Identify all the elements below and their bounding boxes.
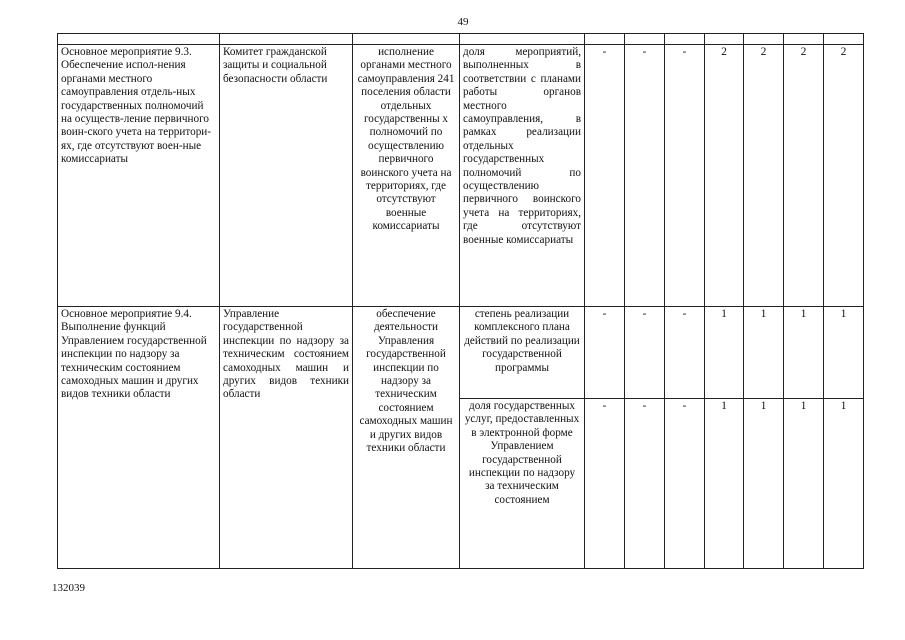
value-cell: - bbox=[625, 45, 665, 307]
value-cell: - bbox=[625, 307, 665, 399]
value-cell: 1 bbox=[744, 307, 784, 399]
value-cell: - bbox=[665, 399, 705, 569]
page-number: 49 bbox=[457, 16, 469, 28]
value-cell: - bbox=[585, 45, 625, 307]
header-cell bbox=[625, 34, 665, 45]
result-cell: обеспечение деятельности Управления государственной инспекции по надзору за техническим состоянием самоходных машин и других видов техники области bbox=[353, 307, 460, 569]
value-cell: - bbox=[585, 307, 625, 399]
document-code: 132039 bbox=[52, 582, 85, 594]
value-cell: 1 bbox=[824, 399, 864, 569]
header-cell bbox=[585, 34, 625, 45]
value-cell: 1 bbox=[744, 399, 784, 569]
value-cell: 1 bbox=[705, 307, 744, 399]
header-cell bbox=[460, 34, 585, 45]
value-cell: 1 bbox=[705, 399, 744, 569]
result-cell: исполнение органами местного самоуправления 241 поселения области отдельных государственны х полномочий по осуществлению первичного воинского учета на территориях, где отсутствуют военные комиссариаты bbox=[353, 45, 460, 307]
executor-cell: Управление государственной инспекции по надзору за техническим состоянием самоходных машин и других видов техники области bbox=[220, 307, 353, 569]
value-cell: 1 bbox=[784, 307, 824, 399]
indicator-cell: доля мероприятий, выполненных в соответствии с планами работы органов местного самоуправления, в рамках реализации отдельных государственных полномочий по осуществлению первичного воинского учета на территориях, где отсутствуют военные комиссариаты bbox=[460, 45, 585, 307]
table-header-row bbox=[58, 34, 864, 45]
indicator-cell: доля государственных услуг, предоставленных в электронной форме Управлением государственной инспекции по надзору за техническим состоянием bbox=[460, 399, 585, 569]
header-cell bbox=[353, 34, 460, 45]
value-cell: 1 bbox=[784, 399, 824, 569]
indicator-cell: степень реализации комплексного плана действий по реализации государственной программы bbox=[460, 307, 585, 399]
value-cell: - bbox=[625, 399, 665, 569]
activity-cell: Основное мероприятие 9.3. Обеспечение испол-нения органами местного самоуправления отдель-ных государственных полномочий на осуществ-ление первичного воин-ского учета на территори-ях, где отсутствуют воен-ные комиссариаты bbox=[58, 45, 220, 307]
value-cell: 2 bbox=[784, 45, 824, 307]
executor-cell: Комитет гражданской защиты и социальной безопасности области bbox=[220, 45, 353, 307]
value-cell: 2 bbox=[744, 45, 784, 307]
table-row bbox=[58, 307, 864, 399]
header-cell bbox=[705, 34, 744, 45]
header-cell bbox=[665, 34, 705, 45]
value-cell: - bbox=[665, 45, 705, 307]
value-cell: 2 bbox=[824, 45, 864, 307]
header-cell bbox=[744, 34, 784, 45]
header-cell bbox=[58, 34, 220, 45]
value-cell: 1 bbox=[824, 307, 864, 399]
program-table bbox=[57, 33, 864, 569]
header-cell bbox=[220, 34, 353, 45]
activity-cell: Основное мероприятие 9.4. Выполнение функций Управлением государственной инспекции по надзору за техническим состоянием самоходных машин и других видов техники области bbox=[58, 307, 220, 569]
header-cell bbox=[784, 34, 824, 45]
table-row bbox=[58, 45, 864, 307]
value-cell: - bbox=[665, 307, 705, 399]
header-cell bbox=[824, 34, 864, 45]
value-cell: 2 bbox=[705, 45, 744, 307]
value-cell: - bbox=[585, 399, 625, 569]
